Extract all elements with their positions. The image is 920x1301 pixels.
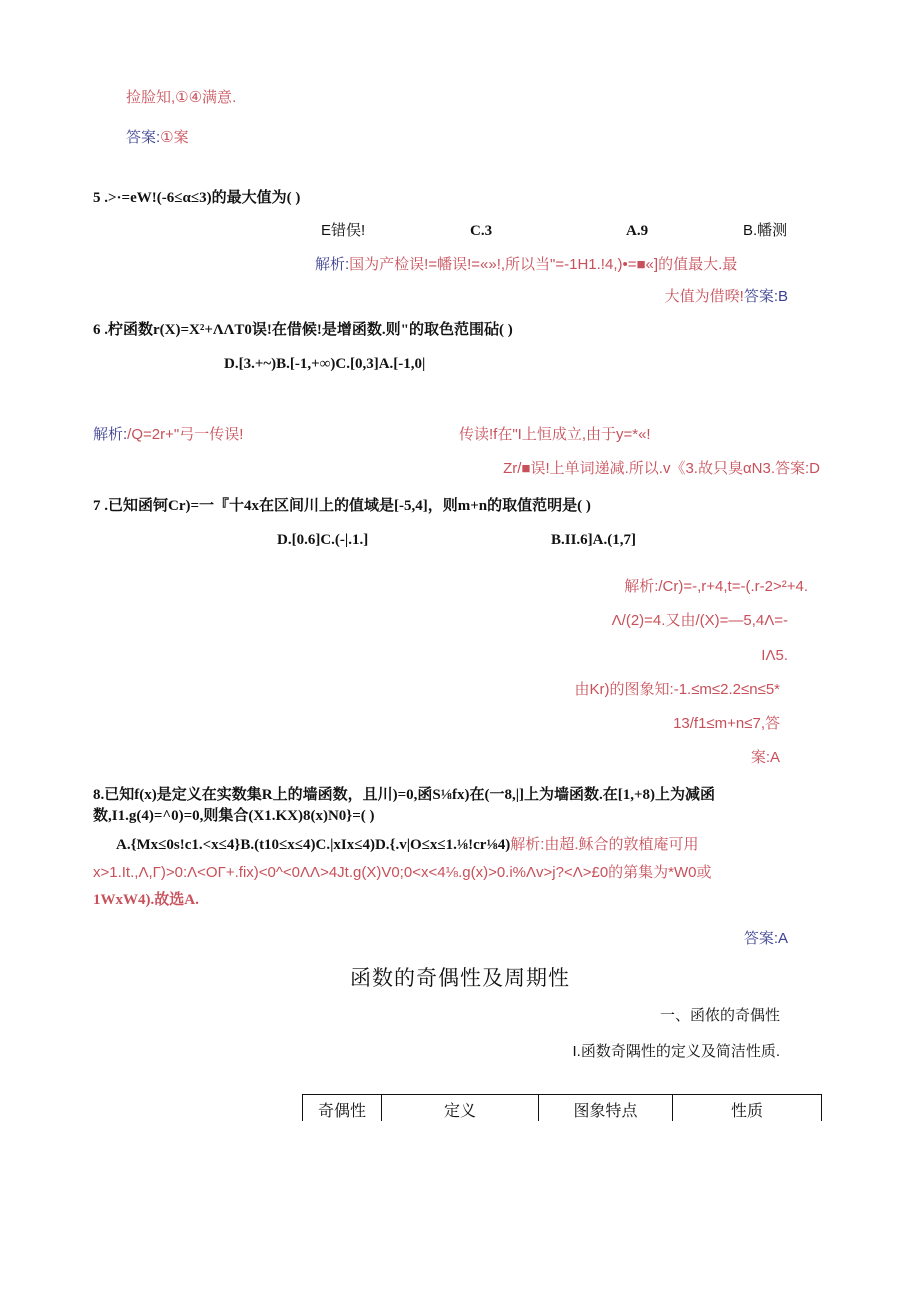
q8-stem-line-1: 8.已知f(x)是定义在实数集R上的墙函数，且川)=0,函S⅛fx)在(一8,|]上为墙函数.在[1,+8)上为减函 bbox=[93, 787, 716, 803]
table-header-definition: 定义 bbox=[382, 1095, 539, 1122]
q6-analysis-label: 解析: bbox=[93, 426, 128, 443]
section-heading: 一、函侬的奇偶性 bbox=[659, 1007, 780, 1024]
q8-answer: 答案:A bbox=[743, 930, 788, 947]
q5-analysis-label: 解析: bbox=[315, 256, 350, 273]
q6-stem: 6 .柠函数r(X)=X²+ΛΛT0误!在借候!是增函数.则"的取色范围砧( ) bbox=[93, 322, 513, 338]
section-title: 函数的奇偶性及周期性 bbox=[350, 966, 570, 990]
q8-analysis-text-1: 由超.稣合的敦植庵可用 bbox=[544, 836, 699, 853]
q7-options-right: B.II.6]A.(1,7] bbox=[551, 532, 636, 548]
table-header-property: 性质 bbox=[673, 1095, 822, 1122]
q8-analysis-label: 解析: bbox=[510, 836, 545, 853]
q7-options-left: D.[0.6]C.(-|.1.] bbox=[277, 532, 369, 548]
q5-analysis-line-1 bbox=[315, 255, 737, 275]
q5-answer: 答案:B bbox=[743, 288, 788, 305]
table-header-graph-feature: 图象特点 bbox=[539, 1095, 673, 1122]
q6-analysis-line-1b: 传读!f在"I上恒成立,由于y=*«! bbox=[459, 426, 651, 443]
q5-option-a: A.9 bbox=[626, 223, 649, 239]
q5-option-e: E错俣! bbox=[321, 222, 366, 239]
q5-option-b: B.幡测 bbox=[743, 222, 788, 239]
q7-analysis-line-6: 案:A bbox=[750, 749, 780, 766]
parity-table bbox=[302, 1094, 822, 1121]
answer-text-line: 捡脸知,①④满意. bbox=[126, 89, 237, 106]
q7-analysis-line-1: 解析:/Cr)=-,r+4,t=-(.r-2>²+4. bbox=[624, 578, 808, 595]
q7-analysis-line-4: 由Kr)的图象知:-1.≤m≤2.2≤n≤5* bbox=[574, 681, 780, 698]
q7-stem: 7 .已知函钶Cr)=一『十4x在区间川上的值域是[-5,4]，则m+n的取值范明是( ) bbox=[93, 498, 591, 514]
table-header-row bbox=[303, 1095, 822, 1122]
q5-option-c: C.3 bbox=[470, 223, 493, 239]
q6-analysis-line-2: Zr/■误!上单词递减.所以.v《3.故只臭αN3.答案:D bbox=[503, 460, 820, 477]
q8-analysis-line-3: 1WxW4).故选A. bbox=[93, 892, 199, 908]
q5-analysis-line-2 bbox=[665, 287, 788, 307]
q8-analysis-line-2: x>1.It.,Λ,Γ)>0:Λ<OΓ+.fix)<0^<0ΛΛ>4Jt.g(X)V0;0<x<4⅛.g(x)>0.i%Λv>j?<Λ>£0的第集为*W0或 bbox=[93, 864, 712, 881]
q5-analysis-text: 国为产检误!=幡误!=«»!,所以当"=-1H1.!4,)•=■«]的值最大.最 bbox=[349, 256, 738, 273]
q8-options-line bbox=[116, 835, 699, 855]
q6-options: D.[3.+~)B.[-1,+∞)C.[0,3]A.[-1,0| bbox=[224, 356, 426, 372]
q8-options: A.{Mx≤0s!c1.<x≤4}B.(t10≤x≤4)C.|xIx≤4)D.{.v|O≤x≤1.⅛!cr⅛4) bbox=[116, 837, 511, 853]
section-subheading: I.函数奇隅性的定义及简洁性质. bbox=[572, 1043, 780, 1060]
q5-stem: 5 .>·=eW!(-6≤α≤3)的最大值为( ) bbox=[93, 190, 301, 206]
q7-analysis-line-3: IΛ5. bbox=[761, 647, 788, 664]
q7-analysis-line-5: 13/f1≤m+n≤7,答 bbox=[673, 715, 780, 732]
q6-analysis-line-1a bbox=[93, 425, 243, 445]
q7-analysis-line-2: Λ/(2)=4.又由/(X)=—5,4Λ=- bbox=[611, 612, 788, 629]
answer-label: 答案: bbox=[126, 129, 161, 146]
table-header-parity: 奇偶性 bbox=[303, 1095, 382, 1122]
q8-stem-line-2: 数,I1.g(4)=^0)=0,则集合(X1.KX)8(x)N0}=( ) bbox=[93, 808, 375, 824]
answer-line bbox=[126, 128, 189, 148]
answer-value: ①案 bbox=[160, 129, 189, 146]
q6-analysis-text-1a: /Q=2r+"弓一传误! bbox=[127, 426, 244, 443]
q5-analysis-text-2: 大值为借暌! bbox=[664, 288, 744, 305]
